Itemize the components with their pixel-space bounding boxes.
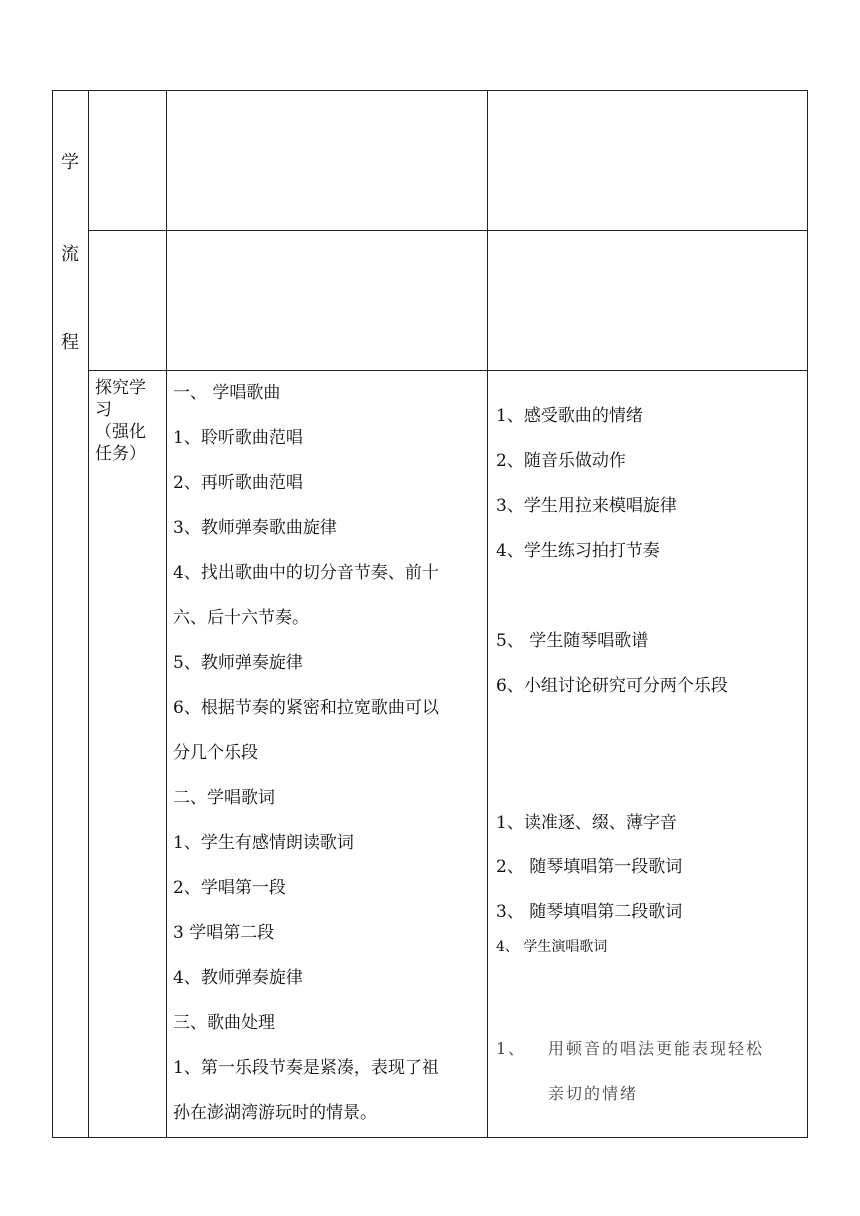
teacher-activity-line: 三、歌曲处理 [173,1013,275,1033]
teacher-activity-line: 1、第一乐段节奏是紧凑，表现了祖 [173,1058,439,1078]
row-divider-1 [88,230,808,231]
stage-label-line: （强化 [95,422,146,442]
teacher-activity-line: 六、后十六节奏。 [173,608,309,628]
student-activity-line: 1、感受歌曲的情绪 [496,406,643,426]
student-activity-line: 4、学生练习拍打节奏 [496,541,660,561]
teacher-activity-line: 分几个乐段 [173,743,258,763]
student-activity-line: 1、读准逐、缀、薄字音 [496,813,677,833]
teacher-activity-line: 3 学唱第二段 [173,923,275,943]
student-activity-number: 1、 [496,1039,527,1058]
stage-label-line: 任务） [95,444,146,464]
teacher-activity-line: 2、再听歌曲范唱 [173,473,303,493]
side-label-char-2: 流 [61,244,79,265]
teacher-activity-line: 3、教师弹奏歌曲旋律 [173,518,337,538]
table-border-bottom [52,1137,808,1138]
column-divider-3 [487,90,488,1138]
student-activity-line: 3、 随琴填唱第二段歌词 [496,902,683,922]
student-activity-line: 4、 学生演唱歌词 [496,939,608,955]
student-activity-line: 2、 随琴填唱第一段歌词 [496,857,683,877]
student-activity-line: 亲切的情绪 [548,1084,639,1103]
teacher-activity-line: 1、聆听歌曲范唱 [173,428,303,448]
lesson-table [52,90,808,1138]
column-divider-1 [88,90,89,1138]
teacher-activity-line: 二、学唱歌词 [173,788,275,808]
table-border-top [52,90,808,91]
student-activity-line: 6、小组讨论研究可分两个乐段 [496,676,728,696]
stage-label-line: 探究学 [95,378,146,398]
table-border-right [807,90,808,1138]
teacher-activity-line: 4、找出歌曲中的切分音节奏、前十 [173,563,439,583]
student-activity-line: 2、随音乐做动作 [496,451,626,471]
teacher-activity-line: 5、教师弹奏旋律 [173,653,303,673]
teacher-activity-line: 一、 学唱歌曲 [173,383,281,403]
teacher-activity-line: 4、教师弹奏旋律 [173,968,303,988]
stage-label-line: 习 [95,400,112,420]
student-activity-line: 5、 学生随琴唱歌谱 [496,631,649,651]
student-activity-line: 用顿音的唱法更能表现轻松 [548,1039,765,1058]
teacher-activity-line: 6、根据节奏的紧密和拉宽歌曲可以 [173,698,439,718]
stage-label [95,377,161,465]
teacher-activity-line: 孙在澎湖湾游玩时的情景。 [173,1103,377,1123]
row-divider-2 [88,370,808,371]
table-border-left [52,90,53,1138]
column-divider-2 [166,90,167,1138]
side-label-char-1: 学 [61,152,79,173]
teacher-activity-line: 2、学唱第一段 [173,878,286,898]
student-activity-line: 3、学生用拉来模唱旋律 [496,496,677,516]
side-label-char-3: 程 [61,332,79,353]
teacher-activity-line: 1、学生有感情朗读歌词 [173,833,354,853]
